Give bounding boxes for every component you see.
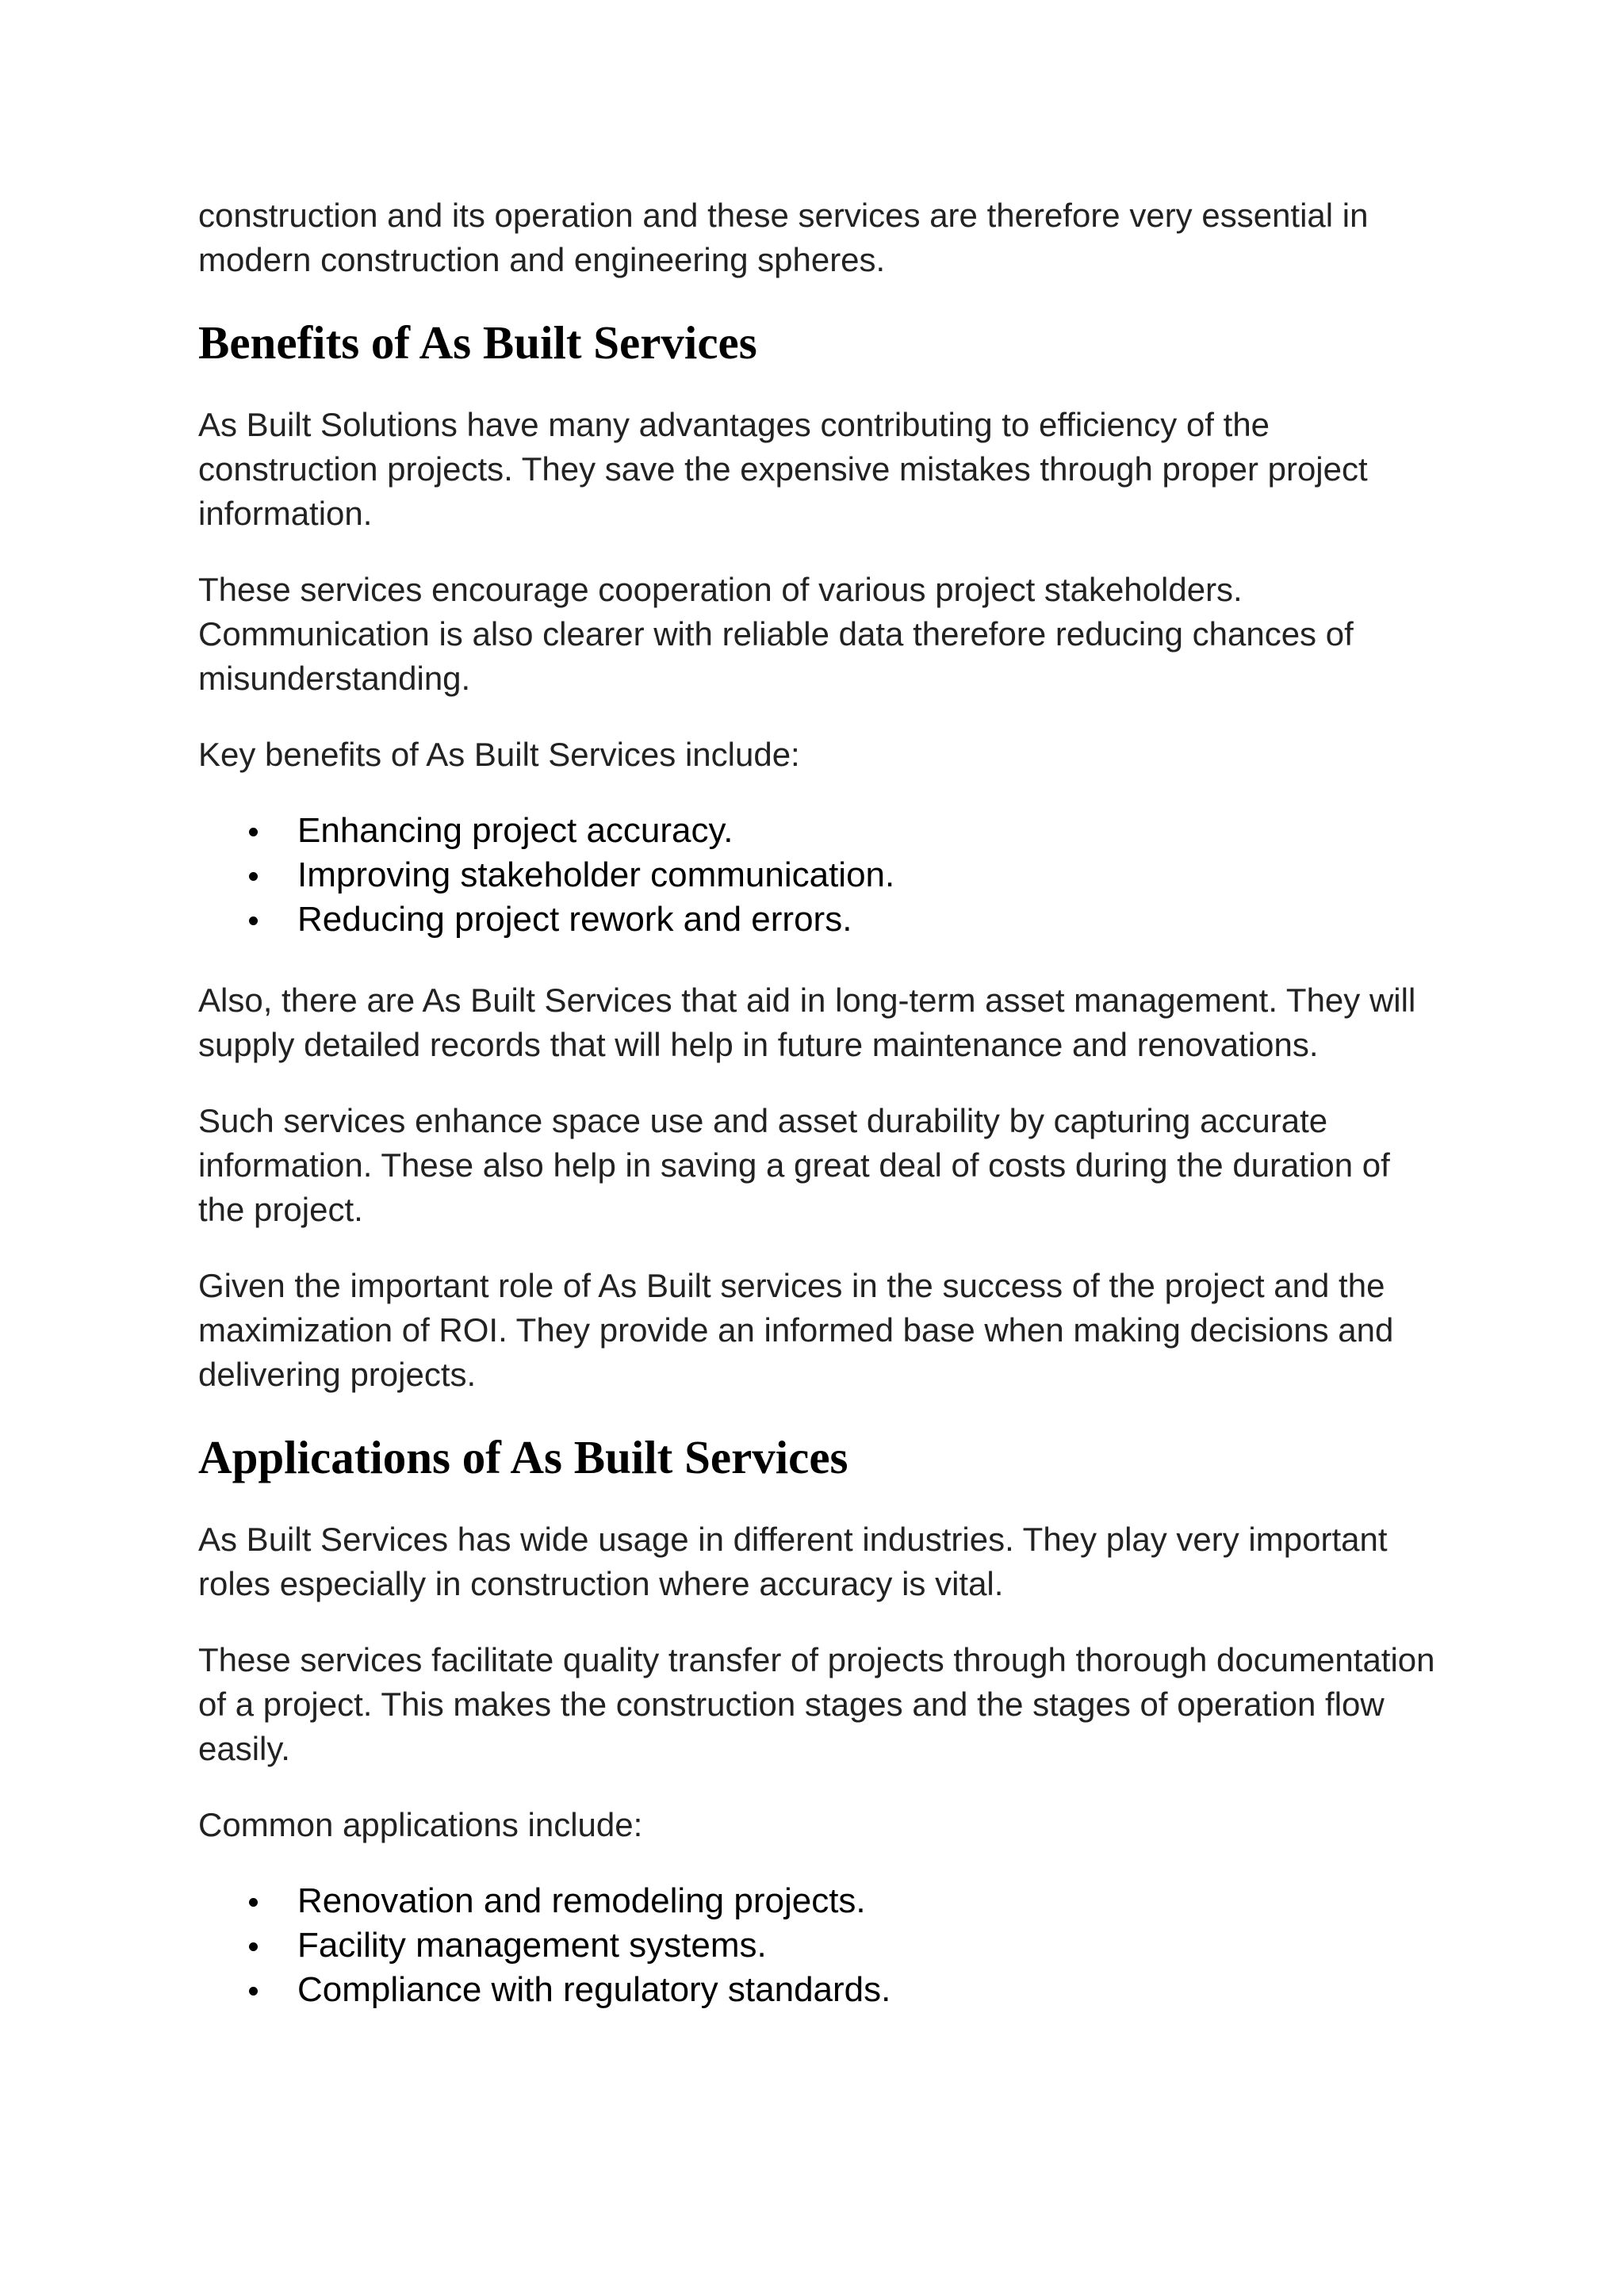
list-item-text: Improving stakeholder communication. [297, 855, 895, 894]
paragraph: These services facilitate quality transfer of projects through thorough documentation of a project. This makes the construction stages and the stages of operation flow easily. [198, 1641, 1435, 1767]
paragraph: Given the important role of As Built services in the success of the project and the maximization of ROI. They provide an informed base when making decisions and delivering projects. [198, 1267, 1394, 1393]
section-heading-applications: Applications of As Built Services [198, 1431, 848, 1483]
list-item [198, 1923, 1443, 1968]
document-content [198, 193, 1443, 2049]
paragraph: As Built Services has wide usage in different industries. They play very important roles especially in construction where accuracy is vital. [198, 1521, 1388, 1602]
paragraph: As Built Solutions have many advantages contributing to efficiency of the construction projects. They save the expensive mistakes through proper project information. [198, 406, 1368, 532]
list-intro: Common applications include: [198, 1806, 643, 1843]
bullet-icon [249, 872, 258, 881]
paragraph: Such services enhance space use and asset durability by capturing accurate information. These also help in saving a great deal of costs during the duration of the project. [198, 1102, 1390, 1228]
bullet-icon [249, 1942, 258, 1951]
bullet-icon [249, 1987, 258, 1996]
list-item-text: Renovation and remodeling projects. [297, 1881, 866, 1920]
list-item [198, 1968, 1443, 2012]
section-heading-benefits: Benefits of As Built Services [198, 316, 757, 369]
intro-paragraph: construction and its operation and these services are therefore very essential in modern construction and engineering spheres. [198, 197, 1369, 278]
benefits-list [198, 809, 1443, 942]
list-item [198, 853, 1443, 897]
bullet-icon [249, 1898, 258, 1907]
list-item-text: Compliance with regulatory standards. [297, 1970, 891, 2009]
list-item-text: Facility management systems. [297, 1926, 767, 1965]
list-item [198, 1879, 1443, 1923]
list-intro: Key benefits of As Built Services include: [198, 736, 800, 773]
list-item [198, 897, 1443, 942]
applications-list [198, 1879, 1443, 2012]
paragraph: These services encourage cooperation of various project stakeholders. Communication is also clearer with reliable data therefore reducing chances of misunderstanding. [198, 571, 1354, 697]
bullet-icon [249, 828, 258, 836]
list-item-text: Enhancing project accuracy. [297, 811, 733, 850]
list-item-text: Reducing project rework and errors. [297, 900, 852, 939]
list-item [198, 809, 1443, 853]
bullet-icon [249, 916, 258, 925]
paragraph: Also, there are As Built Services that aid in long-term asset management. They will supply detailed records that will help in future maintenance and renovations. [198, 982, 1416, 1063]
